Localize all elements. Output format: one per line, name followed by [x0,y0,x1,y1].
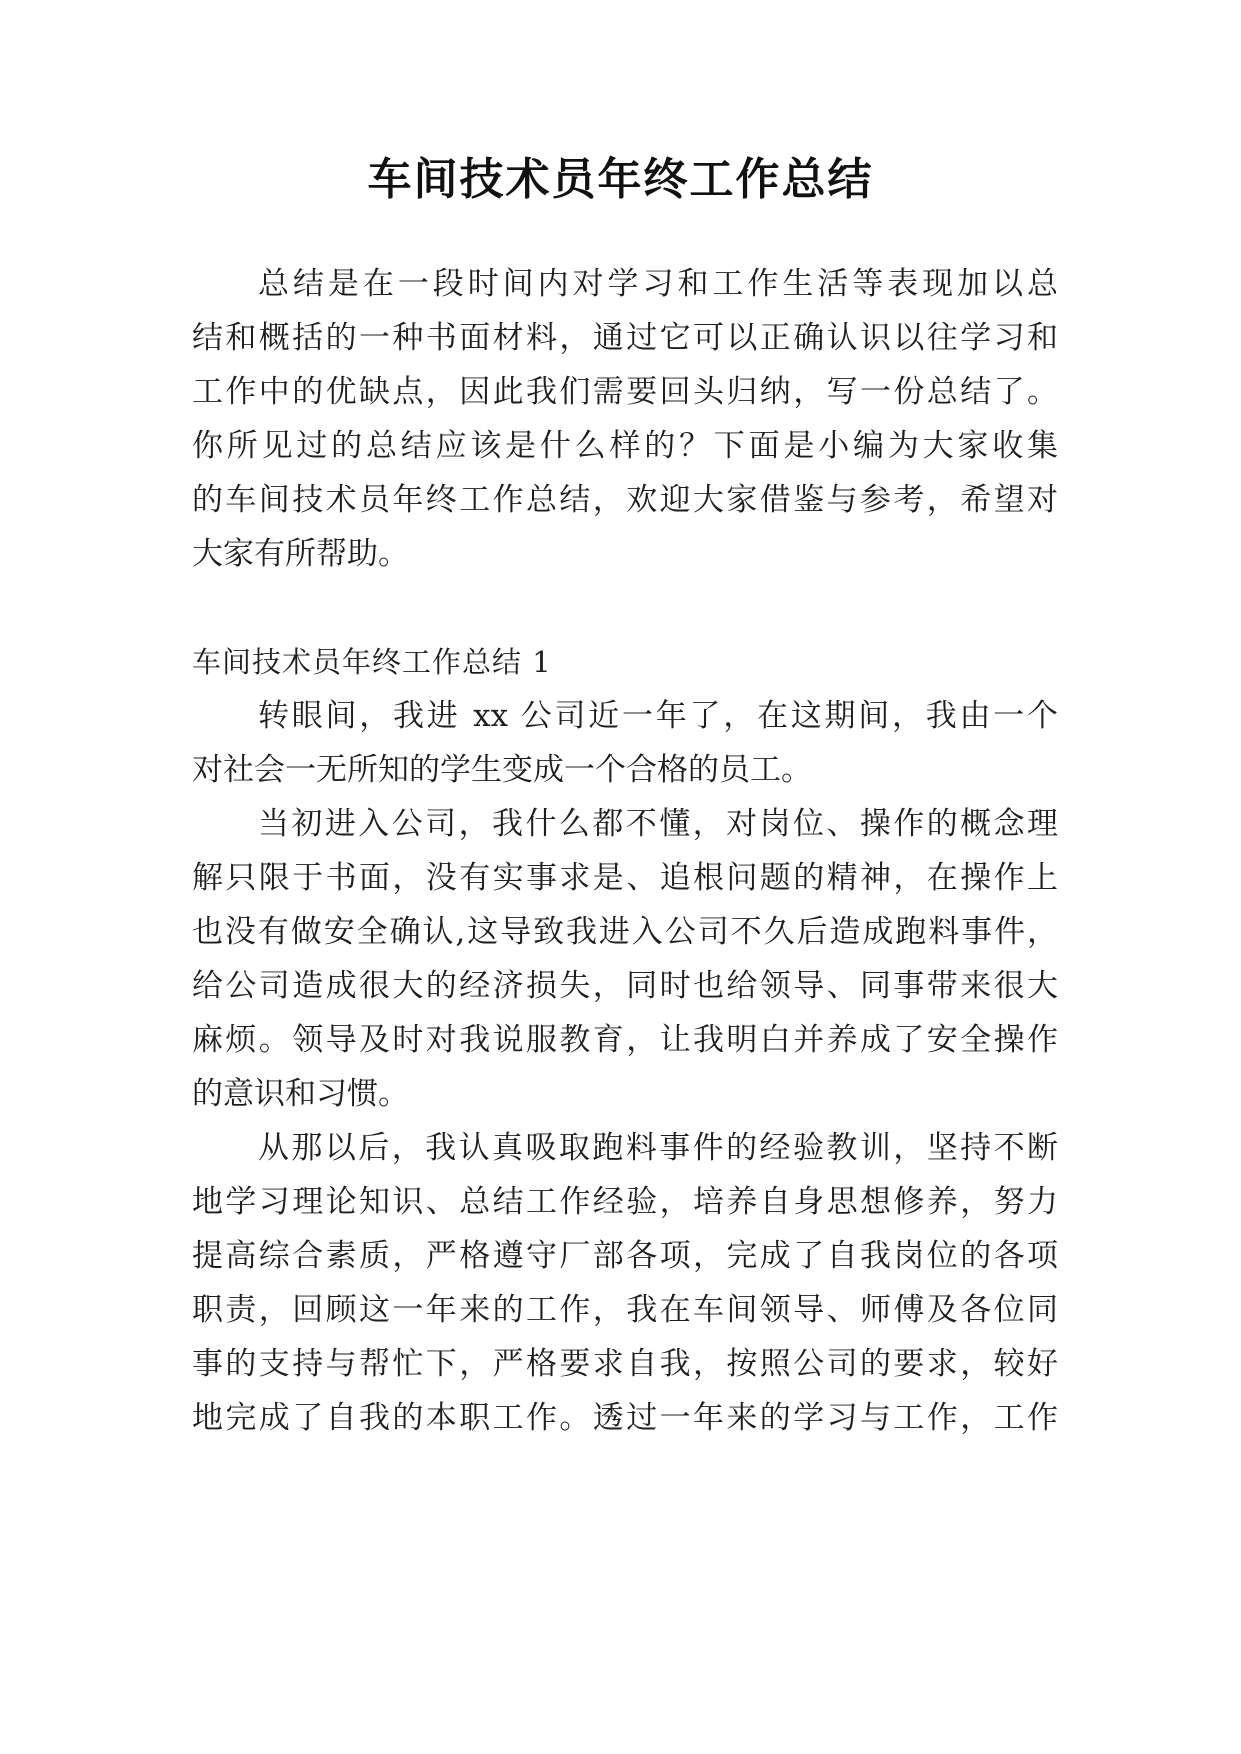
intro-line: 工作中的优缺点，因此我们需要回头归纳，写一份总结了。 [192,374,1058,410]
intro-line: 结和概括的一种书面材料，通过它可以正确认识以往学习和 [192,320,1058,356]
para2-line: 麻烦。领导及时对我说服教育，让我明白并养成了安全操作 [192,1022,1058,1058]
intro-line: 大家有所帮助。 [192,536,409,572]
intro-line: 的车间技术员年终工作总结，欢迎大家借鉴与参考，希望对 [192,482,1058,518]
para3-line: 地完成了自我的本职工作。透过一年来的学习与工作，工作 [192,1400,1058,1436]
para2-line: 当初进入公司，我什么都不懂，对岗位、操作的概念理 [258,806,1058,842]
intro-line: 你所见过的总结应该是什么样的？下面是小编为大家收集 [192,428,1058,464]
document-title: 车间技术员年终工作总结 [367,154,874,205]
para1-line: 转眼间，我进 xx 公司近一年了，在这期间，我由一个 [258,698,1058,734]
para2-line: 给公司造成很大的经济损失，同时也给领导、同事带来很大 [192,968,1058,1004]
para2-line: 解只限于书面，没有实事求是、追根问题的精神，在操作上 [192,860,1058,896]
section-heading: 车间技术员年终工作总结 1 [192,645,552,679]
para3-line: 提高综合素质，严格遵守厂部各项，完成了自我岗位的各项 [192,1238,1058,1274]
intro-line: 总结是在一段时间内对学习和工作生活等表现加以总 [258,266,1058,302]
para3-line: 职责，回顾这一年来的工作，我在车间领导、师傅及各位同 [192,1292,1058,1328]
para3-line: 从那以后，我认真吸取跑料事件的经验教训，坚持不断 [258,1130,1058,1166]
para3-line: 地学习理论知识、总结工作经验，培养自身思想修养，努力 [192,1184,1058,1220]
para1-line: 对社会一无所知的学生变成一个合格的员工。 [192,752,812,788]
para2-line: 的意识和习惯。 [192,1076,409,1112]
para2-line: 也没有做安全确认,这导致我进入公司不久后造成跑料事件， [192,914,1058,950]
para3-line: 事的支持与帮忙下，严格要求自我，按照公司的要求，较好 [192,1346,1058,1382]
